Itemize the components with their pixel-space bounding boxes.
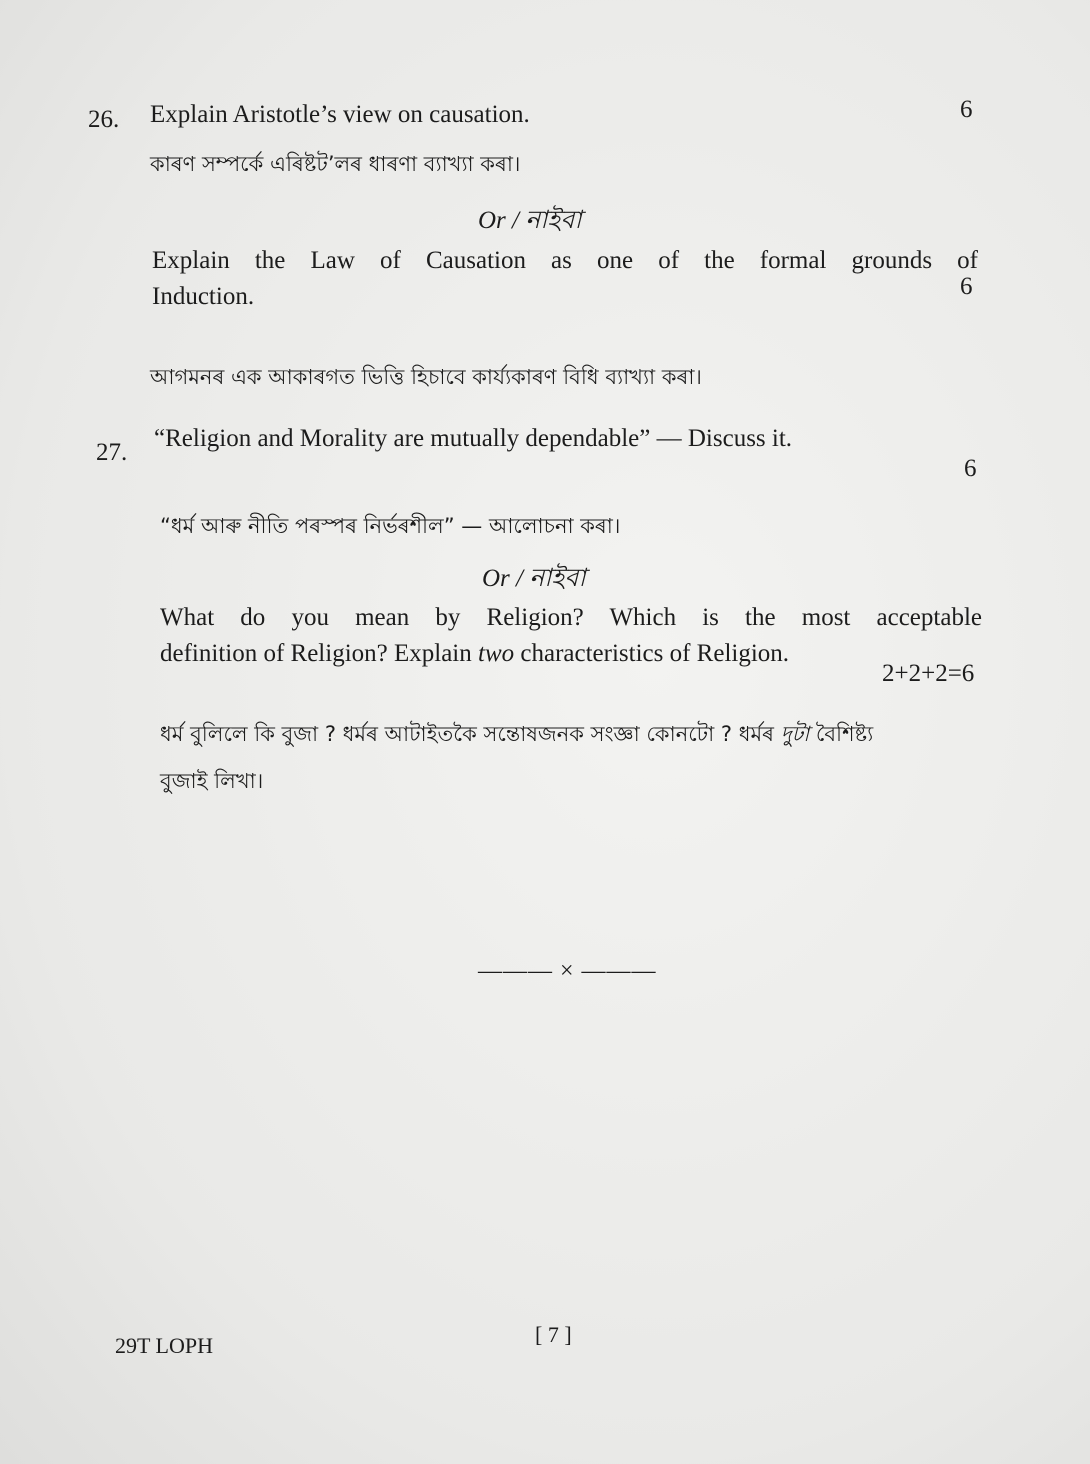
- assamese-line-1-start: ধৰ্ম বুলিলে কি বুজা ? ধৰ্মৰ আটাইতকৈ সন্তোষজনক সংজ্ঞা কোনটো ? ধৰ্মৰ: [160, 722, 781, 746]
- alt-line-2-end: characteristics of Religion.: [514, 640, 790, 667]
- or-label: Or / নাইবা: [482, 565, 586, 592]
- alternative-marks: 2+2+2=6: [882, 660, 975, 687]
- assamese-line-1-end: বৈশিষ্ট্য: [809, 722, 874, 746]
- alternative-marks: 6: [960, 273, 973, 300]
- question-marks: 6: [964, 455, 977, 482]
- alt-line-2: [160, 636, 982, 672]
- question-text-assamese: কাৰণ সম্পৰ্কে এৰিষ্টট’লৰ ধাৰণা ব্যাখ্যা কৰা।: [150, 152, 521, 176]
- alternative-question-text: [160, 600, 982, 672]
- page-number: [ 7 ]: [535, 1322, 572, 1347]
- end-of-paper-mark: ——— × ———: [478, 958, 657, 984]
- or-label: Or / নাইবা: [478, 207, 582, 234]
- question-number: 26.: [88, 106, 120, 133]
- question-number: 27.: [96, 439, 128, 466]
- alternative-question-text-assamese: আগমনৰ এক আকাৰগত ভিত্তি হিচাবে কাৰ্য্যকাৰণ বিধি ব্যাখ্যা কৰা।: [150, 365, 702, 389]
- question-text-assamese: “ধৰ্ম আৰু নীতি পৰস্পৰ নিৰ্ভৰশীল” — আলোচনা কৰা।: [160, 514, 621, 538]
- paper-code: 29T LOPH: [115, 1333, 213, 1358]
- alternative-question-text: [152, 243, 978, 315]
- question-text: “Religion and Morality are mutually dependable” — Discuss it.: [154, 425, 793, 452]
- alt-line-1: Explain the Law of Causation as one of the formal grounds of: [152, 247, 978, 274]
- question-marks: 6: [960, 96, 973, 123]
- alt-line-2: Induction.: [152, 283, 255, 310]
- alt-line-2-start: definition of Religion? Explain: [160, 640, 478, 667]
- question-text: Explain Aristotle’s view on causation.: [150, 101, 530, 128]
- alternative-question-text-assamese: [160, 718, 873, 753]
- alt-line-1: What do you mean by Religion? Which is the most acceptable: [160, 604, 982, 631]
- alt-line-2-emphasis: two: [478, 640, 515, 667]
- assamese-line-1-emphasis: দুটা: [780, 722, 810, 746]
- alternative-question-text-assamese-line-2: বুজাই লিখা।: [160, 769, 264, 793]
